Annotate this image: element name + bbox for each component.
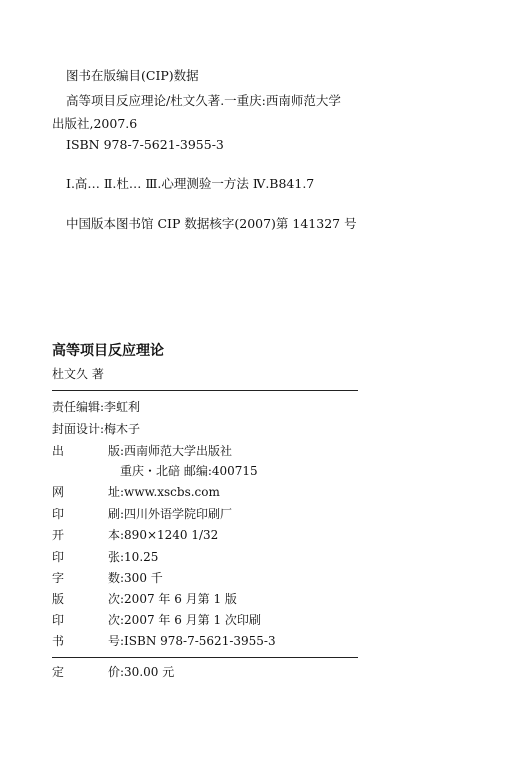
detail-label-tail: 址: bbox=[108, 485, 125, 499]
price-value: 30.00 元 bbox=[124, 665, 175, 679]
credit-editor: 责任编辑:李虹利 bbox=[52, 400, 141, 414]
detail-label-char: 出 bbox=[52, 444, 65, 458]
detail-value: 四川外语学院印刷厂 bbox=[124, 507, 233, 521]
detail-value: 2007 年 6 月第 1 版 bbox=[124, 592, 237, 606]
cip-subjects: Ⅰ.高… Ⅱ.杜… Ⅲ.心理测验一方法 Ⅳ.B841.7 bbox=[66, 176, 315, 191]
detail-sheets bbox=[52, 549, 158, 565]
book-title: 高等项目反应理论 bbox=[52, 343, 164, 359]
detail-label-tail: 刷: bbox=[108, 507, 125, 521]
cip-isbn: ISBN 978-7-5621-3955-3 bbox=[66, 137, 224, 152]
detail-value: 2007 年 6 月第 1 次印刷 bbox=[124, 613, 261, 627]
detail-edition bbox=[52, 591, 237, 607]
detail-label-tail: 次: bbox=[108, 613, 125, 627]
detail-label-tail: 数: bbox=[108, 571, 125, 585]
detail-label-char: 印 bbox=[52, 507, 65, 521]
detail-label-char: 印 bbox=[52, 550, 65, 564]
detail-label-char: 版 bbox=[52, 592, 65, 606]
detail-label-char: 书 bbox=[52, 634, 65, 648]
detail-printing bbox=[52, 612, 261, 628]
detail-value: 300 千 bbox=[124, 571, 163, 585]
detail-website bbox=[52, 484, 220, 500]
detail-value: www.xscbs.com bbox=[124, 485, 220, 499]
divider-top bbox=[52, 390, 358, 391]
detail-label-tail: 次: bbox=[108, 592, 125, 606]
detail-label-char: 印 bbox=[52, 613, 65, 627]
detail-value: 890×1240 1/32 bbox=[124, 528, 219, 542]
cip-title-line2: 出版社,2007.6 bbox=[52, 116, 138, 131]
detail-value: 西南师范大学出版社 bbox=[124, 444, 233, 458]
detail-value: ISBN 978-7-5621-3955-3 bbox=[124, 634, 276, 648]
detail-words bbox=[52, 570, 163, 586]
detail-label-tail: 版: bbox=[108, 444, 125, 458]
detail-label-tail: 本: bbox=[108, 528, 125, 542]
price-label-tail: 价: bbox=[108, 665, 125, 679]
cip-library-number: 中国版本图书馆 CIP 数据核字(2007)第 141327 号 bbox=[66, 216, 357, 231]
detail-label-tail: 张: bbox=[108, 550, 125, 564]
cip-heading: 图书在版编目(CIP)数据 bbox=[66, 68, 199, 83]
cip-title-line1: 高等项目反应理论/杜文久著.一重庆:西南师范大学 bbox=[66, 93, 341, 108]
detail-label-char: 字 bbox=[52, 571, 65, 585]
divider-bottom bbox=[52, 657, 358, 658]
detail-label-char: 开 bbox=[52, 528, 65, 542]
detail-printer bbox=[52, 506, 232, 522]
credit-cover-design: 封面设计:梅木子 bbox=[52, 422, 141, 436]
book-author: 杜文久 著 bbox=[52, 367, 104, 381]
detail-value: 10.25 bbox=[124, 550, 159, 564]
detail-format bbox=[52, 527, 218, 543]
detail-label-char: 网 bbox=[52, 485, 65, 499]
detail-label-tail: 号: bbox=[108, 634, 125, 648]
price-label-char: 定 bbox=[52, 665, 65, 679]
detail-isbn bbox=[52, 633, 276, 649]
detail-publisher bbox=[52, 443, 232, 459]
detail-address: 重庆・北碚 邮编:400715 bbox=[120, 464, 258, 478]
price bbox=[52, 664, 174, 680]
